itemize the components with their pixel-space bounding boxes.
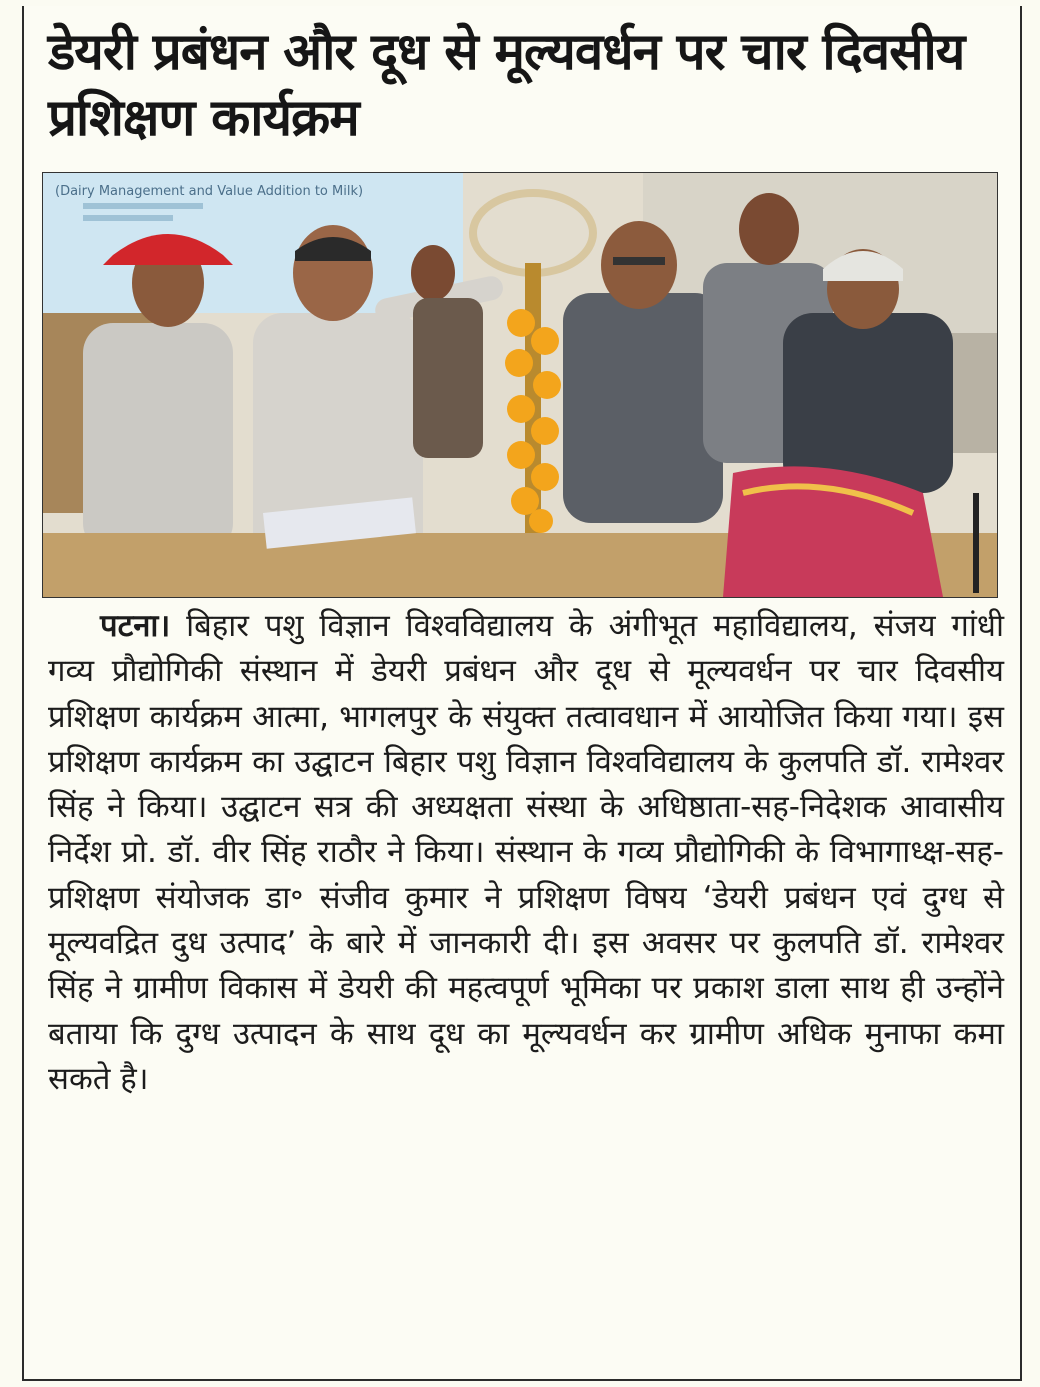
photo-illustration [43,173,997,597]
person-red-cap [83,323,233,553]
microphone [973,493,979,593]
news-clipping [22,6,1022,1381]
article-text: बिहार पशु विज्ञान विश्वविद्यालय के अंगीभूत महाविद्यालय, संजय गांधी गव्य प्रौद्योगिकी संस्थान में डेयरी प्रबंधन और दूध से मूल्यवर्धन पर चार दिवसीय प्रशिक्षण कार्यक्रम आत्मा, भागलपुर के संयुक्त तत्वावधान में आयोजित किया गया। इस प्रशिक्षण कार्यक्रम का उद्घाटन बिहार पशु विज्ञान विश्वविद्यालय के कुलपति डॉ. रामेश्वर सिंह ने किया। उद्घाटन सत्र की अध्यक्षता संस्था के अधिष्ठाता-सह-निदेशक आवासीय निर्देश प्रो. डॉ. वीर सिंह राठौर ने किया। संस्थान के गव्य प्रौद्योगिकी के विभागाध्क्ष-सह-प्रशिक्षण संयोजक डा॰ संजीव कुमार ने प्रशिक्षण विषय ‘डेयरी प्रबंधन एवं दुग्ध से मूल्यवद्रित दुध उत्पाद’ के बारे में जानकारी दी। इस अवसर पर कुलपति डॉ. रामेश्वर सिंह ने ग्रामीण विकास में डेयरी की महत्वपूर्ण भूमिका पर प्रकाश डाला साथ ही उन्होंने बताया कि दुग्ध उत्पादन के साथ दूध का मूल्यवर्धन कर ग्रामीण अधिक मुनाफा कमा सकते है। [48,608,1004,1097]
photo-banner-text: (Dairy Management and Value Addition to Milk) [55,184,364,199]
article-body [48,604,1004,1102]
person-white-cap [783,313,953,493]
news-photo [42,172,998,598]
dateline: पटना। [100,608,171,644]
person-clapping [563,293,723,523]
headline: डेयरी प्रबंधन और दूध से मूल्यवर्धन पर चार दिवसीय प्रशिक्षण कार्यक्रम [48,23,965,148]
